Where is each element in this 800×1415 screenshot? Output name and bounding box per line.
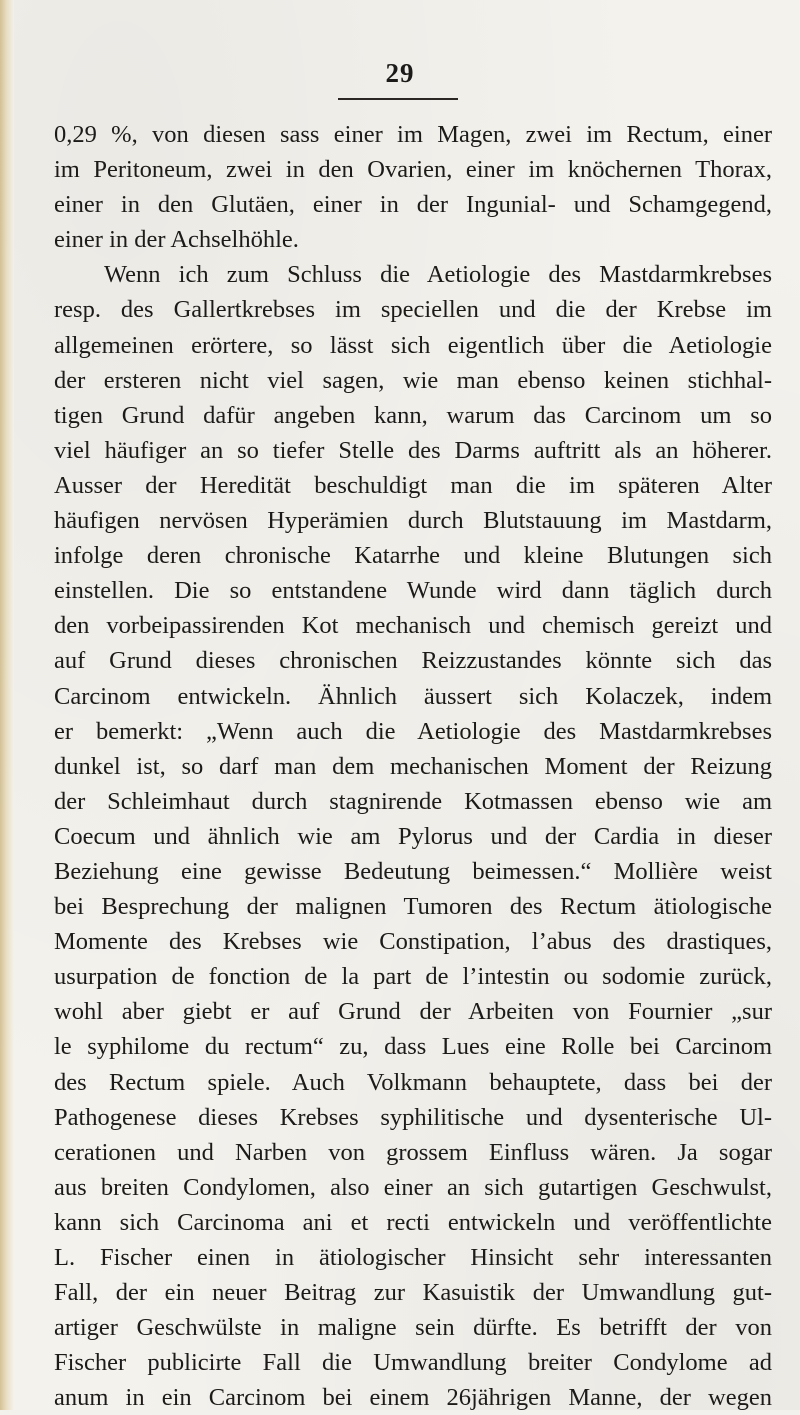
text-line: le syphilome du rectum“ zu, dass Lues eine Rolle bei Carcinom xyxy=(54,1033,772,1061)
text-line: Carcinom entwickeln. Ähnlich äussert sich Kolaczek, indem xyxy=(54,682,772,710)
text-line: allgemeinen erörtere, so lässt sich eigentlich über die Aetiologie xyxy=(54,331,772,359)
text-line: dunkel ist, so darf man dem mechanischen Moment der Reizung xyxy=(54,752,772,780)
text-line: usurpation de fonction de la part de l’intestin ou sodomie zurück, xyxy=(54,963,772,991)
text-line: Coecum und ähnlich wie am Pylorus und der Cardia in dieser xyxy=(54,822,772,850)
text-line: anum in ein Carcinom bei einem 26jährigen Manne, der wegen xyxy=(54,1384,772,1412)
text-line: aus breiten Condylomen, also einer an sich gutartigen Geschwulst, xyxy=(54,1173,772,1201)
text-line: den vorbeipassirenden Kot mechanisch und chemisch gereizt und xyxy=(54,612,772,640)
text-line: auf Grund dieses chronischen Reizzustandes könnte sich das xyxy=(54,647,772,675)
text-line: Fischer publicirte Fall die Umwandlung breiter Condylome ad xyxy=(54,1349,772,1377)
text-line: Wenn ich zum Schluss die Aetiologie des Mastdarmkrebses xyxy=(104,261,772,289)
text-line: einer in der Achselhöhle. xyxy=(54,226,299,254)
text-line: 0,29 %, von diesen sass einer im Magen, zwei im Rectum, einer xyxy=(54,121,772,148)
text-line: Fall, der ein neuer Beitrag zur Kasuistik der Umwandlung gut- xyxy=(54,1279,772,1307)
text-line: des Rectum spiele. Auch Volkmann behauptete, dass bei der xyxy=(54,1068,772,1096)
text-line: der Schleimhaut durch stagnirende Kotmassen ebenso wie am xyxy=(54,787,772,815)
text-line: Ausser der Heredität beschuldigt man die im späteren Alter xyxy=(54,471,772,499)
body-text xyxy=(54,117,772,1415)
text-line: Beziehung eine gewisse Bedeutung beimessen.“ Mollière weist xyxy=(54,857,772,885)
text-line: häufigen nervösen Hyperämien durch Blutstauung im Mastdarm, xyxy=(54,507,772,535)
text-line: er bemerkt: „Wenn auch die Aetiologie des Mastdarmkrebses xyxy=(54,717,772,745)
text-line: der ersteren nicht viel sagen, wie man ebenso keinen stichhal- xyxy=(54,366,772,394)
text-line: im Peritoneum, zwei in den Ovarien, einer im knöchernen Thorax, xyxy=(54,156,772,184)
text-line: einer in den Glutäen, einer in der Ingunial- und Schamgegend, xyxy=(54,191,772,219)
text-line: tigen Grund dafür angeben kann, warum das Carcinom um so xyxy=(54,401,772,429)
text-line: viel häufiger an so tiefer Stelle des Darms auftritt als an höherer. xyxy=(54,436,772,464)
page-number: 29 xyxy=(385,58,415,88)
text-line: wohl aber giebt er auf Grund der Arbeiten von Fournier „sur xyxy=(54,998,772,1026)
text-line: Pathogenese dieses Krebses syphilitische und dysenterische Ul- xyxy=(54,1103,772,1131)
text-line: infolge deren chronische Katarrhe und kleine Blutungen sich xyxy=(54,542,772,570)
text-line: bei Besprechung der malignen Tumoren des Rectum ätiologische xyxy=(54,893,772,921)
text-line: einstellen. Die so entstandene Wunde wird dann täglich durch xyxy=(54,577,772,605)
text-line: resp. des Gallertkrebses im speciellen und die der Krebse im xyxy=(54,296,772,324)
text-line: cerationen und Narben von grossem Einfluss wären. Ja sogar xyxy=(54,1138,772,1166)
text-line: kann sich Carcinoma ani et recti entwickeln und veröffentlichte xyxy=(54,1208,772,1236)
text-line: L. Fischer einen in ätiologischer Hinsicht sehr interessanten xyxy=(54,1244,772,1271)
text-line: artiger Geschwülste in maligne sein dürfte. Es betrifft der von xyxy=(54,1314,772,1342)
page-binding-edge xyxy=(0,0,14,1410)
text-line: Momente des Krebses wie Constipation, l’abus des drastiques, xyxy=(54,928,772,956)
header-rule xyxy=(338,98,458,100)
